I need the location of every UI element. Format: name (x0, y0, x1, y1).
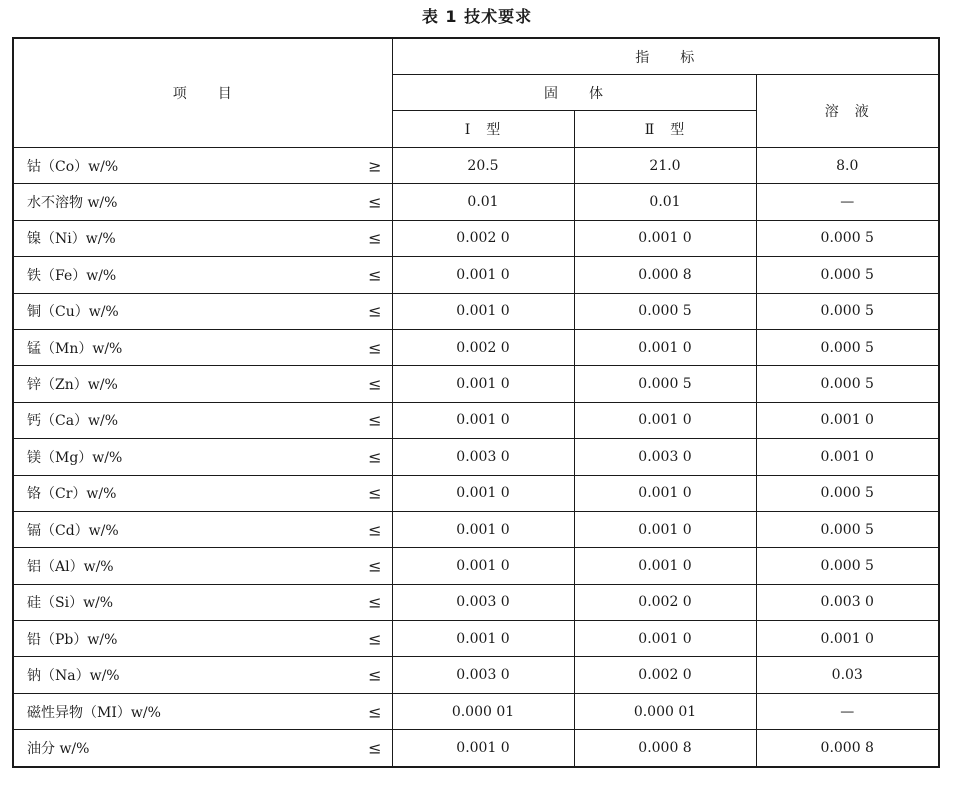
comparison-symbol: ≤ (368, 410, 382, 430)
type1-value: 0.001 0 (392, 730, 574, 767)
type1-value: 0.003 0 (392, 657, 574, 693)
solution-value: 0.000 8 (756, 730, 939, 767)
type2-value: 0.001 0 (574, 475, 756, 511)
solution-value: 8.0 (756, 148, 939, 184)
type2-value: 0.001 0 (574, 621, 756, 657)
type2-value: 0.001 0 (574, 329, 756, 365)
type1-value: 0.003 0 (392, 439, 574, 475)
item-cell (13, 439, 392, 475)
item-name: 钴（Co）w/% (27, 158, 119, 175)
table-row (13, 657, 939, 693)
solution-value: 0.003 0 (756, 584, 939, 620)
type2-value: 0.001 0 (574, 402, 756, 438)
item-cell (13, 329, 392, 365)
type1-value: 0.001 0 (392, 475, 574, 511)
item-cell (13, 220, 392, 256)
type2-value: 0.000 01 (574, 693, 756, 729)
type1-value: 0.003 0 (392, 584, 574, 620)
item-cell (13, 657, 392, 693)
item-name: 铜（Cu）w/% (27, 304, 119, 321)
item-name: 铬（Cr）w/% (27, 486, 117, 503)
type1-value: 0.001 0 (392, 402, 574, 438)
table-row (13, 257, 939, 293)
item-name: 镉（Cd）w/% (27, 522, 119, 539)
comparison-symbol: ≥ (368, 156, 382, 176)
comparison-symbol: ≤ (368, 192, 382, 212)
item-cell (13, 402, 392, 438)
type2-value: 21.0 (574, 148, 756, 184)
item-name: 硅（Si）w/% (27, 595, 114, 612)
item-name: 油分 w/% (27, 740, 90, 757)
item-cell (13, 257, 392, 293)
header-type-2: Ⅱ 型 (574, 111, 756, 148)
solution-value: 0.001 0 (756, 402, 939, 438)
item-cell (13, 184, 392, 220)
item-name: 磁性异物（MI）w/% (27, 704, 161, 721)
table-row (13, 511, 939, 547)
item-cell (13, 548, 392, 584)
item-name: 锰（Mn）w/% (27, 340, 123, 357)
item-name: 铅（Pb）w/% (27, 631, 118, 648)
type1-value: 0.001 0 (392, 366, 574, 402)
type2-value: 0.002 0 (574, 584, 756, 620)
item-name: 镁（Mg）w/% (27, 449, 123, 466)
solution-value: 0.001 0 (756, 439, 939, 475)
item-cell (13, 148, 392, 184)
comparison-symbol: ≤ (368, 520, 382, 540)
type1-value: 0.000 01 (392, 693, 574, 729)
solution-value: 0.03 (756, 657, 939, 693)
solution-value: 0.000 5 (756, 293, 939, 329)
type1-value: 0.001 0 (392, 621, 574, 657)
type1-value: 0.001 0 (392, 548, 574, 584)
header-solution: 溶 液 (756, 75, 939, 148)
type1-value: 0.001 0 (392, 293, 574, 329)
type2-value: 0.01 (574, 184, 756, 220)
comparison-symbol: ≤ (368, 592, 382, 612)
type2-value: 0.002 0 (574, 657, 756, 693)
table-row (13, 584, 939, 620)
solution-value: 0.000 5 (756, 257, 939, 293)
type1-value: 0.002 0 (392, 220, 574, 256)
solution-value: 0.000 5 (756, 329, 939, 365)
item-cell (13, 511, 392, 547)
solution-value: 0.000 5 (756, 475, 939, 511)
type2-value: 0.000 8 (574, 257, 756, 293)
comparison-symbol: ≤ (368, 228, 382, 248)
type1-value: 20.5 (392, 148, 574, 184)
table-row (13, 148, 939, 184)
table-row (13, 220, 939, 256)
table-row (13, 730, 939, 767)
comparison-symbol: ≤ (368, 265, 382, 285)
item-name: 水不溶物 w/% (27, 195, 118, 212)
type1-value: 0.01 (392, 184, 574, 220)
item-name: 镍（Ni）w/% (27, 231, 116, 248)
solution-value: 0.000 5 (756, 511, 939, 547)
solution-value: 0.000 5 (756, 548, 939, 584)
table-row (13, 329, 939, 365)
comparison-symbol: ≤ (368, 738, 382, 758)
technical-requirements-table (12, 37, 940, 768)
comparison-symbol: ≤ (368, 447, 382, 467)
table-row (13, 293, 939, 329)
header-type-1: Ⅰ 型 (392, 111, 574, 148)
comparison-symbol: ≤ (368, 665, 382, 685)
comparison-symbol: ≤ (368, 483, 382, 503)
header-index: 指 标 (392, 38, 939, 75)
item-name: 铁（Fe）w/% (27, 267, 117, 284)
header-item: 项 目 (13, 38, 392, 148)
table-row (13, 402, 939, 438)
comparison-symbol: ≤ (368, 556, 382, 576)
solution-value: 0.001 0 (756, 621, 939, 657)
type2-value: 0.001 0 (574, 548, 756, 584)
type2-value: 0.001 0 (574, 511, 756, 547)
item-cell (13, 475, 392, 511)
comparison-symbol: ≤ (368, 301, 382, 321)
comparison-symbol: ≤ (368, 338, 382, 358)
table-row (13, 621, 939, 657)
solution-value: — (756, 184, 939, 220)
type2-value: 0.000 5 (574, 366, 756, 402)
header-solid: 固 体 (392, 75, 756, 111)
table-row (13, 475, 939, 511)
table-row (13, 366, 939, 402)
solution-value: 0.000 5 (756, 366, 939, 402)
solution-value: — (756, 693, 939, 729)
item-name: 钙（Ca）w/% (27, 413, 119, 430)
item-cell (13, 293, 392, 329)
item-cell (13, 730, 392, 767)
item-name: 钠（Na）w/% (27, 668, 120, 685)
table-title: 表 1 技术要求 (421, 7, 533, 26)
item-cell (13, 693, 392, 729)
comparison-symbol: ≤ (368, 374, 382, 394)
item-cell (13, 621, 392, 657)
comparison-symbol: ≤ (368, 629, 382, 649)
table-row (13, 693, 939, 729)
type1-value: 0.001 0 (392, 511, 574, 547)
item-cell (13, 584, 392, 620)
type2-value: 0.003 0 (574, 439, 756, 475)
type2-value: 0.000 5 (574, 293, 756, 329)
table-row (13, 548, 939, 584)
type1-value: 0.002 0 (392, 329, 574, 365)
solution-value: 0.000 5 (756, 220, 939, 256)
table-row (13, 184, 939, 220)
item-cell (13, 366, 392, 402)
item-name: 铝（Al）w/% (27, 558, 114, 575)
type1-value: 0.001 0 (392, 257, 574, 293)
item-name: 锌（Zn）w/% (27, 377, 118, 394)
table-row (13, 439, 939, 475)
type2-value: 0.001 0 (574, 220, 756, 256)
comparison-symbol: ≤ (368, 702, 382, 722)
type2-value: 0.000 8 (574, 730, 756, 767)
